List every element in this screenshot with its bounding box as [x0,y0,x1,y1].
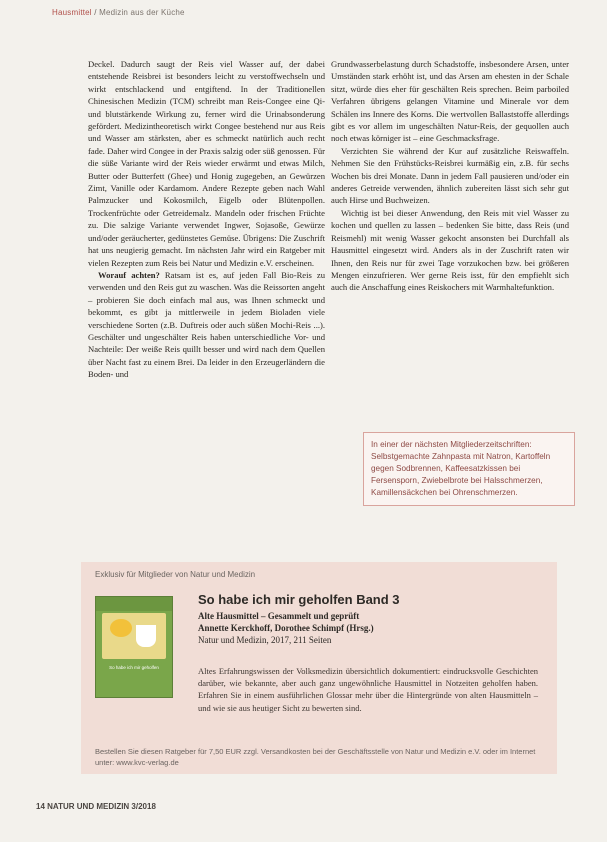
page-footer [36,802,156,811]
promo-publisher: Natur und Medizin, 2017, 211 Seiten [198,635,332,645]
right-paragraph-2: Verzichten Sie während der Kur auf zusätzliche Reiswaffeln. Nehmen Sie den Frühstücks-Reisbrei kurmäßig ein, z.B. für sechs Wochen bis drei Monate. Dann in jedem Fall pausieren und/oder ein anderes Getreide verwenden, ähnlich zubereiten lässt sich sehr gut auch Hirse und Buchweizen. [331,145,569,206]
lead-in: Worauf achten? [98,269,160,280]
promo-editors: Annette Kerckhoff, Dorothee Schimpf (Hrsg.) [198,623,374,633]
section-header [52,8,185,17]
book-cover-title: So habe ich mir geholfen [109,665,159,670]
promo-order-info: Bestellen Sie diesen Ratgeber für 7,50 EUR zzgl. Versandkosten bei der Geschäftsstelle von Natur und Medizin e.V. oder im Internet unter: www.kvc-verlag.de [95,747,536,767]
article-column-right [331,58,569,294]
magazine-issue: NATUR UND MEDIZIN 3/2018 [47,802,156,811]
promo-description: Altes Erfahrungswissen der Volksmedizin übersichtlich dokumentiert: eindrucksvolle Geschichten darüber, wie bekannte, aber auch ganz ungewöhnliche Hausmittel in Notzeiten geholfen haben. Erfahren Sie in einem ausführlichen Glossar mehr über die Hintergründe von alten Hausmitteln – und wie sie aus heutiger Sicht zu bewerten sind. [198,666,538,713]
promo-meta [198,610,528,646]
subsection-label: Medizin aus der Küche [99,8,185,17]
book-cover-image [95,596,173,698]
section-separator: / [94,8,97,17]
cup-icon [136,625,156,647]
promo-kicker: Exklusiv für Mitglieder von Natur und Medizin [95,570,256,579]
lemon-icon [110,619,132,637]
right-paragraph-3: Wichtig ist bei dieser Anwendung, den Reis mit viel Wasser zu kochen und quellen zu lassen – bedenken Sie bitte, dass Reis (und Reismehl) mit wenig Wasser gekocht ansonsten bei Durchfall als Hausmittel eingesetzt wird. Anders als in der Zuschrift raten wir Ihnen, den Reis nur für zwei Tage vorzukochen bzw. bei größeren Mengen einzufrieren. Wer gerne Reis isst, für den empfiehlt sich auch die Anschaffung eines Reiskochers mit Warmhaltefunktion. [331,207,569,293]
left-paragraph-2 [88,269,325,381]
right-paragraph-1: Grundwasserbelastung durch Schadstoffe, insbesondere Arsen, unter Umständen stark erhöht ist, und das Arsen am ehesten in der Schale sitzt, würde dies eher für geschälten Reis sprechen. Beim parboiled Verfahren übrigens gelangen Vitamine und Minerale vor dem Schälen ins Innere des Korns. Die wertvollen Ballaststoffe allerdings gibt es vor allem im ungeschälten Natur-Reis, der gequollen auch noch etwas körniger ist – eine Geschmacksfrage. [331,59,569,144]
book-promo-box [81,562,557,774]
section-label: Hausmittel [52,8,92,17]
left-paragraph-1: Deckel. Dadurch saugt der Reis viel Wasser auf, der dabei entstehende Reisbrei ist besonders leicht zu verstoffwechseln und wirkt entschlackend und entgiftend. In der Traditionellen Chinesischen Medizin (TCM) schreibt man Reis-Congee eine Qi- und blutstärkende Wirkung zu, ferner wird die Urinabsonderung gefördert. Medizintheoretisch wirkt Congee bestehend nur aus Reis und Wasser am stärksten, aber es schmeckt natürlich auch recht fade. Daher wird Congee in der Praxis salzig oder süß genossen. Für die süße Variante wird der Reis wieder erwärmt und etwas Milch, Butter oder Butterfett (Ghee) und Honig zugegeben, an Gewürzen Zimt, Vanille oder Kardamom. Andere Rezepte geben nach Wahl Palmzucker und Kokosmilch, Eigelb oder Blütenpollen. Trockenfrüchte oder Getreidemalz. Mandeln oder frischen Früchte zu. Die salzige Variante verwendet Ingwer, Sojasoße, Gewürze und/oder geräucherter, gedünstetes Gemüse. Übrigens: Die Zuschrift hat uns neugierig gemacht. Im nächsten Jahr wird ein Ratgeber mit vielen Rezepten zum Reis bei Natur und Medizin e.V. erscheinen. [88,59,325,268]
preview-note-box: In einer der nächsten Mitgliederzeitschriften: Selbstgemachte Zahnpasta mit Natron, Kartoffeln gegen Sodbrennen, Kaffeesatzkissen bei Fersensporn, Zwiebelbrote bei Halsschmerzen, Kamillensäckchen bei Ohrenschmerzen. [363,432,575,506]
page-number: 14 [36,802,45,811]
left-paragraph-2-text: Ratsam ist es, auf jeden Fall Bio-Reis zu verwenden und den Reis gut zu waschen. Was die Reissorten angeht – probieren Sie doch einfach mal aus, was Ihnen schmeckt und bekommt, es gibt ja mittlerweile in jedem Bioladen viele verschiedene Sorten (z.B. Duftreis oder auch süßen Mochi-Reis ...). Geschälter und ungeschälter Reis haben unterschiedliche Vor- und Nachteile: Der weiße Reis quillt besser und wird nach dem Quellen über Nacht fast zu einem Brei. Da leider in den Erzeugerländern die Boden- und [88,269,325,380]
promo-title: So habe ich mir geholfen Band 3 [198,592,400,607]
article-column-left [88,58,325,381]
promo-subtitle: Alte Hausmittel – Gesammelt und geprüft [198,611,360,621]
